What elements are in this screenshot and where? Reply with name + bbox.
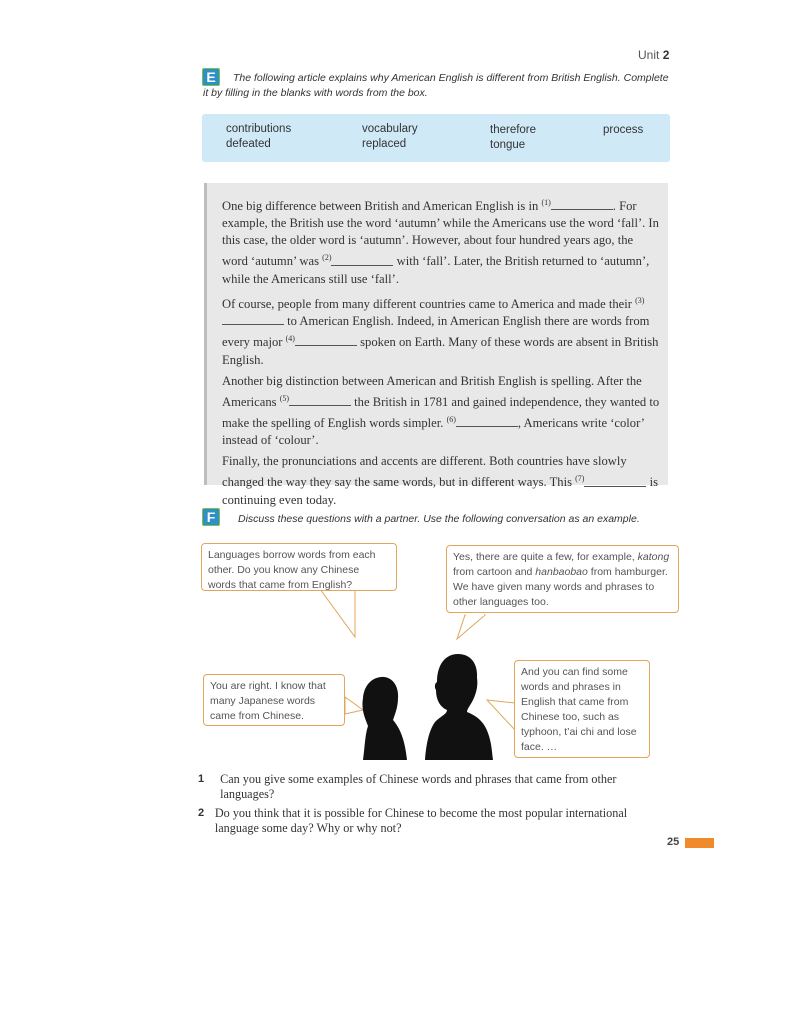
bubble-tail [487,700,515,730]
blank-6[interactable] [456,416,518,427]
article-paragraph-3: Another big distinction between American and British English is spelling. After the Americans $^{(5)}$ the British in 1781 and gained independence, they wanted to make the spelling of English words simpler. $^{(6)}$ , Americans write ‘color’ instead of ‘colour’. [222,373,660,448]
word-box-item: vocabulary [362,123,418,135]
list-item: 2 Do you think that it is possible for Chinese to become the most popular international language some day? Why or why not? [198,806,628,835]
list-item: 1 Can you give some examples of Chinese words and phrases that came from other languages? [198,772,617,801]
word-box-item: process [603,124,644,136]
blank-number: (2) [322,253,332,263]
blank-number: (1) [541,198,551,207]
word-box-item: contributions [226,123,292,135]
speech-bubble-1: Languages borrow words from each other. Do you know any Chinese words that came from English? [201,543,397,591]
blank-4[interactable] [295,335,357,346]
speech-bubble-2: Yes, there are quite a few, for example, katong from cartoon and hanbaobao from hamburger. We have given many words and phrases to other languages too. [446,545,679,613]
section-e-badge: E [202,68,220,86]
speech-bubble-4: And you can find some words and phrases in English that came from Chinese too, such as typhoon, t’ai chi and lose face. … [514,660,650,758]
blank-number: (5) [279,393,290,403]
article-text [222,194,662,513]
bubble-tail [457,615,485,639]
blank-7[interactable] [584,476,646,487]
woman-silhouette-icon [362,677,407,760]
blank-1[interactable] [551,199,613,210]
blank-5[interactable] [289,395,351,406]
bubble-tail [345,697,363,714]
blank-number: (4) [285,334,295,344]
word-box-item: tongue [490,139,526,151]
section-f-badge: F [202,508,220,526]
blank-number: (6) [446,414,456,424]
bubble-tail [320,589,355,637]
article-paragraph-2: Of course, people from many different countries came to America and made their $^{(3)}$ to American English. Indeed, in American English there are words from every major $^{(4)}$ spoken on Earth. Many of these words are absent in British English. [222,295,659,367]
unit-number: 2 [662,48,670,62]
word-box [202,114,670,162]
blank-number: (7) [575,474,585,484]
blank-number: (3) [635,295,645,305]
page-number: 25 [667,836,680,848]
unit-label: Unit 2 [638,48,670,62]
section-f-instruction: Discuss these questions with a partner. Use the following conversation as an example. [238,513,640,525]
discussion-questions [198,772,638,840]
word-box-item: defeated [226,138,271,150]
blank-3[interactable] [222,314,284,325]
article-paragraph-1: One big difference between British and American English is in $^{(1)}$ . For example, the British use the word ‘autumn’ while the Americans use the word ‘fall’. In this case, the older word is ‘autumn’. However, about four hundred years ago, the word ‘autumn’ was $^{(2)}$ with ‘fall’. Later, the British returned to ‘autumn’, while the Americans still use ‘fall’. [222,198,659,286]
speech-bubble-3: You are right. I know that many Japanese words came from Chinese. [203,674,345,726]
word-box-item: therefore [490,124,537,136]
article-paragraph-4: Finally, the pronunciations and accents are different. Both countries have slowly changed the way they say the same words, but in different ways. This $^{(7)}$ is continuing even today. [222,454,659,507]
page-accent-bar [685,838,714,848]
blank-2[interactable] [331,255,393,266]
man-silhouette-icon [425,654,493,760]
section-e-instruction: The following article explains why American English is different from British English. Complete it by filling in the blanks with words from the box. [203,72,669,99]
word-box-item: replaced [362,138,407,150]
